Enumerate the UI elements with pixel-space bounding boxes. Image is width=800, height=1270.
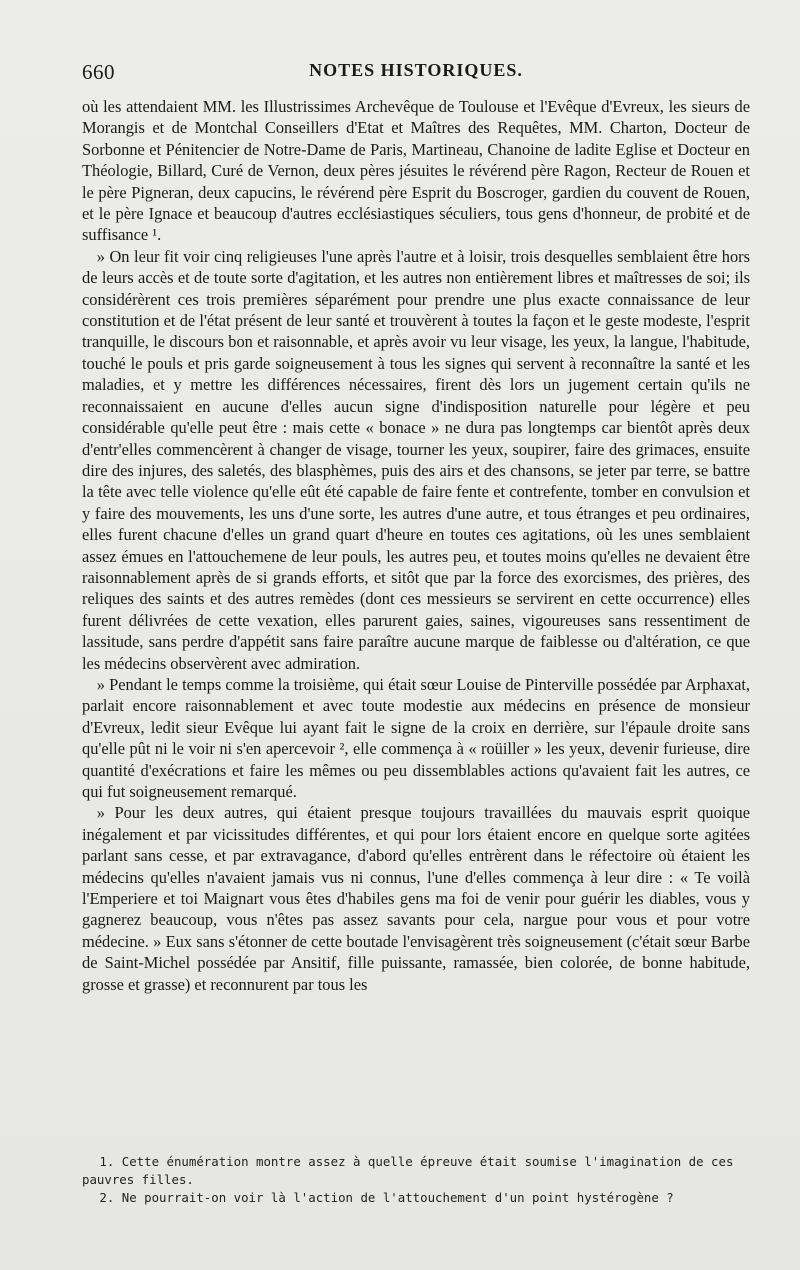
footnotes <box>82 1153 750 1207</box>
body-text <box>82 96 750 995</box>
running-head: NOTES HISTORIQUES. <box>309 60 523 80</box>
page-header <box>82 60 750 90</box>
paragraph-4: » Pour les deux autres, qui étaient presque toujours travaillées du mauvais esprit quoique inégalement et par vicissitudes différentes, et qui pour lors étaient encore en quelque sorte agitées parlant sans cesse, et par extravagance, d'abord qu'elles entrèrent dans le réfectoire où étaient les médecins qu'elles n'avaient jamais vus ni connus, l'une d'elles commença à leur dire : « Te voilà l'Emperiere et toi Maignart vous êtes d'habiles gens ma foi de venir pour guérir les diables, vous y gagnerez beaucoup, vous n'êtes pas assez savants pour cela, nargue pour vous et pour votre médecine. » Eux sans s'étonner de cette boutade l'envisagèrent très soigneusement (c'était sœur Barbe de Saint-Michel possédée par Ansitif, fille puissante, ramassée, bien colorée, de bonne habitude, grosse et grasse) et reconnurent par tous les <box>82 803 750 994</box>
paragraph-2: » On leur fit voir cinq religieuses l'une après l'autre et à loisir, trois desquelles semblaient être hors de leurs accès et de toute sorte d'agitation, et les autres non entièrement libres et maîtresses de soi; ils considérèrent ces trois premières séparément pour prendre une plus exacte connaissance de leur constitution et de l'état présent de leur santé et trouvèrent à toutes la façon et le geste modeste, l'esprit tranquille, le discours bon et raisonnable, et après avoir vu leur visage, les yeux, la langue, l'habitude, touché le pouls et pris garde soigneusement à tous les signes qui servent à reconnaître la santé et les maladies, et y mettre les différences nécessaires, firent dès lors un jugement certain qu'ils ne reconnaissaient en aucune d'elles aucun signe d'indisposition naturelle pour légère et peu considérable qu'elle peut être : mais cette « bonace » ne dura pas longtemps car bientôt après deux d'entr'elles commencèrent à changer de visage, tourner les yeux, soupirer, faire des grimaces, ensuite dire des injures, des saletés, des blasphèmes, puis des airs et des chansons, se jeter par terre, se battre la tête avec telle violence qu'elle eût été capable de faire fente et contrefente, tomber en convulsion et y faire des mouvements, les uns d'une sorte, les autres d'une autre, et tous étranges et peu ordinaires, elles furent chacune d'elles un grand quart d'heure en toutes ces agitations, où les unes semblaient assez émues en l'attouchemene de leur pouls, les autres peu, et toutes moins qu'elles ne devaient être raisonnablement après de si grands efforts, et sitôt que par la force des exorcismes, des prières, des reliques des saints et des autres remèdes (dont ces messieurs se servirent en cette occurrence) elles furent délivrées de cette vexation, elles parurent gaies, saines, vigoureuses sans ressentiment de lassitude, sans perdre d'appétit sans faire paraître aucune marque de faiblesse ou d'altération, ce que les médecins observèrent avec admiration. <box>82 246 750 673</box>
footnote-2: 2. Ne pourrait-on voir là l'action de l'attouchement d'un point hystérogène ? <box>99 1190 674 1205</box>
paragraph-3: » Pendant le temps comme la troisième, qui était sœur Louise de Pinterville possédée par Arphaxat, parlait encore raisonnablement et avec toute modestie aux médecins en présence de monsieur d'Evreux, ledit sieur Evêque lui ayant fait le signe de la croix en derrière, sur l'épaule droite sans qu'elle pût ni le voir ni s'en apercevoir ², elle commença à « roüiller » les yeux, devenir furieuse, dire quantité d'exécrations et faire les mêmes ou peu dissemblables actions qu'avaient fait les autres, ce qui fut soigneusement remarqué. <box>82 674 750 801</box>
footnote-1: 1. Cette énumération montre assez à quelle épreuve était soumise l'imagination de ces pauvres filles. <box>82 1154 734 1187</box>
page-number: 660 <box>82 60 115 84</box>
paragraph-1: où les attendaient MM. les Illustrissimes Archevêque de Toulouse et l'Evêque d'Evreux, les sieurs de Morangis et de Montchal Conseillers d'Etat et Maîtres des Requêtes, MM. Charton, Docteur de Sorbonne et Pénitencier de Notre-Dame de Paris, Martineau, Chanoine de ladite Eglise et Docteur en Théologie, Billard, Curé de Vernon, deux pères jésuites le révérend père Ragon, Recteur de Rouen et le père Pigneran, deux capucins, le révérend père Esprit du Boscroger, gardien du couvent de Rouen, et le père Ignace et beaucoup d'autres ecclésiastiques séculiers, tous gens d'honneur, de probité et de suffisance ¹. <box>82 97 750 245</box>
